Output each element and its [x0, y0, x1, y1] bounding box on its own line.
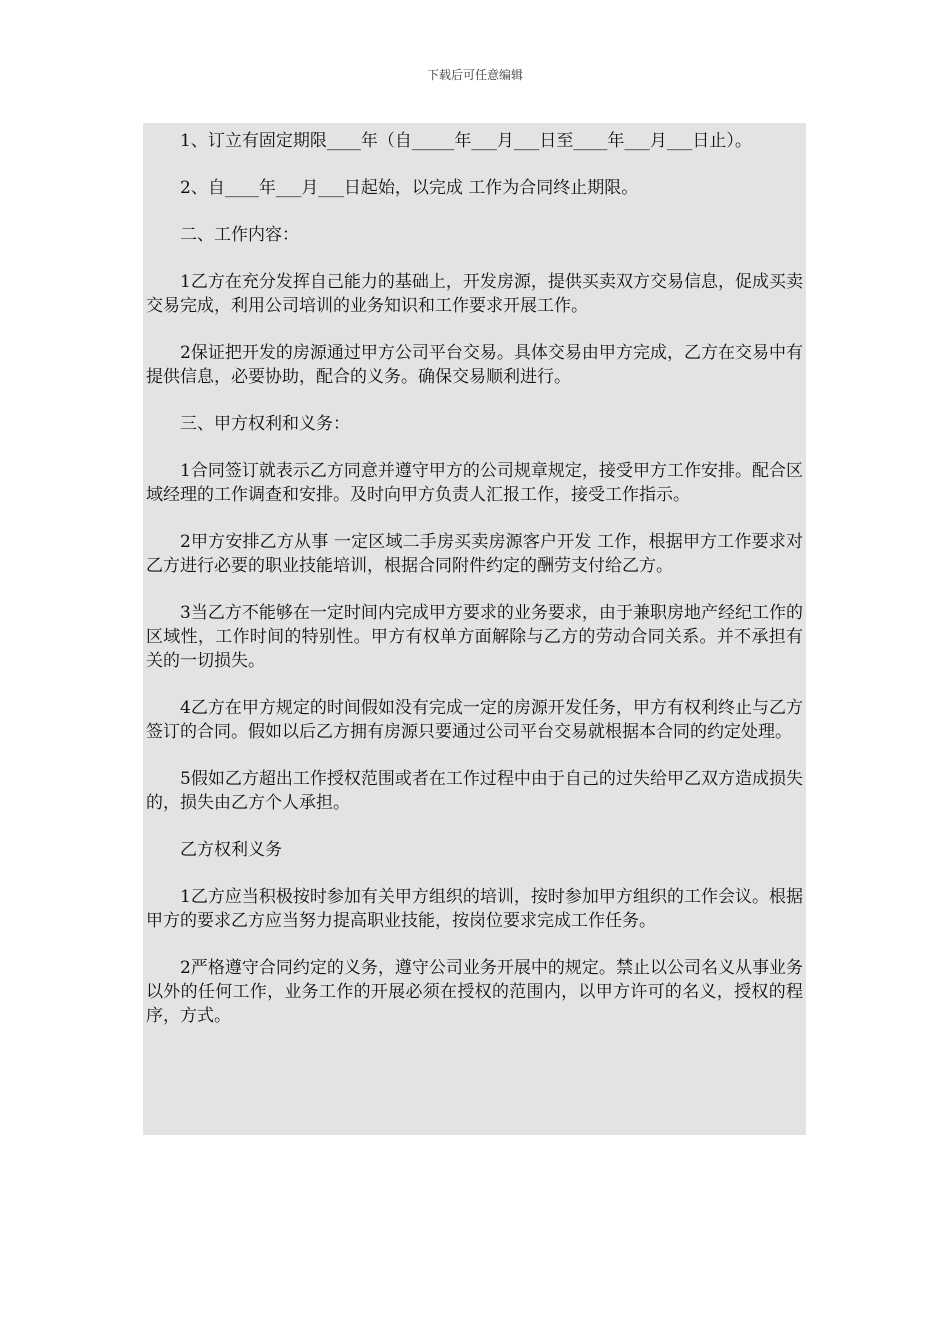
paragraph-party-b-1: 1乙方应当积极按时参加有关甲方组织的培训，按时参加甲方组织的工作会议。根据甲方的要求乙方应当努力提高职业技能，按岗位要求完成工作任务。	[146, 887, 803, 931]
paragraph-work-content-1: 1乙方在充分发挥自己能力的基础上，开发房源，提供买卖双方交易信息，促成买卖交易完成，利用公司培训的业务知识和工作要求开展工作。	[146, 272, 803, 316]
paragraph-party-a-3: 3当乙方不能够在一定时间内完成甲方要求的业务要求，由于兼职房地产经纪工作的区域性，工作时间的特别性。甲方有权单方面解除与乙方的劳动合同关系。并不承担有关的一切损失。	[146, 603, 803, 671]
section-heading-work-content: 二、工作内容：	[180, 225, 299, 245]
paragraph-party-a-4: 4乙方在甲方规定的时间假如没有完成一定的房源开发任务，甲方有权利终止与乙方签订的合同。假如以后乙方拥有房源只要通过公司平台交易就根据本合同的约定处理。	[146, 698, 803, 742]
section-heading-party-b: 乙方权利义务	[180, 840, 282, 860]
paragraph-party-a-1: 1合同签订就表示乙方同意并遵守甲方的公司规章规定，接受甲方工作安排。配合区域经理的工作调查和安排。及时向甲方负责人汇报工作，接受工作指示。	[146, 461, 803, 505]
section-heading-party-a: 三、甲方权利和义务：	[180, 414, 350, 434]
header-note: 下载后可任意编辑	[426, 68, 523, 82]
document-body	[143, 123, 806, 1135]
paragraph-fixed-term: 1、订立有固定期限____年（自_____年___月___日至____年___月___日止）。	[180, 131, 752, 151]
paragraph-work-content-2: 2保证把开发的房源通过甲方公司平台交易。具体交易由甲方完成，乙方在交易中有提供信息，必要协助，配合的义务。确保交易顺利进行。	[146, 343, 803, 387]
paragraph-party-b-2: 2严格遵守合同约定的义务，遵守公司业务开展中的规定。禁止以公司名义从事业务以外的任何工作，业务工作的开展必须在授权的范围内，以甲方许可的名义，授权的程序，方式。	[146, 958, 803, 1026]
paragraph-party-a-5: 5假如乙方超出工作授权范围或者在工作过程中由于自己的过失给甲乙双方造成损失的，损失由乙方个人承担。	[146, 769, 803, 813]
paragraph-task-term: 2、自____年___月___日起始，以完成 工作为合同终止期限。	[180, 178, 639, 198]
paragraph-party-a-2: 2甲方安排乙方从事 一定区域二手房买卖房源客户开发 工作，根据甲方工作要求对乙方进行必要的职业技能培训，根据合同附件约定的酬劳支付给乙方。	[146, 532, 803, 576]
